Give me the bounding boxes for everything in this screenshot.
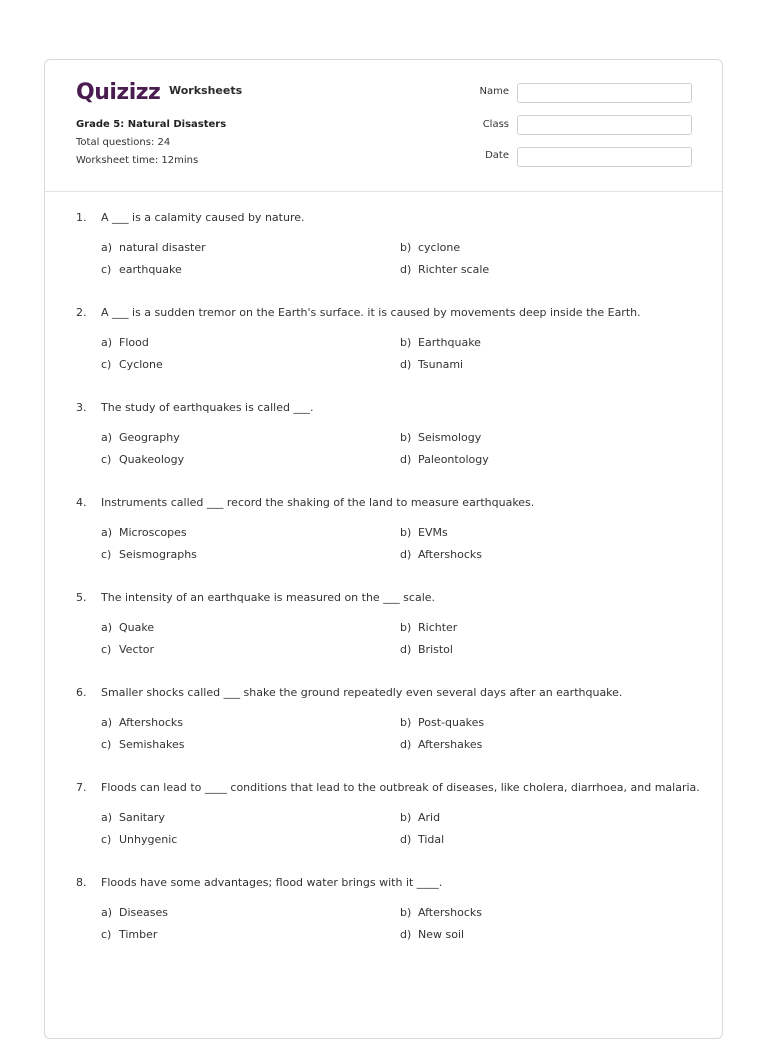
option-text: natural disaster	[119, 241, 206, 254]
option-letter: b)	[400, 241, 412, 254]
answer-option	[400, 263, 489, 276]
answer-option	[400, 336, 481, 349]
question-item	[45, 876, 722, 961]
option-text: Aftershakes	[418, 738, 483, 751]
option-letter: a)	[101, 336, 113, 349]
option-text: Timber	[119, 928, 158, 941]
question-number: 1.	[76, 211, 87, 224]
option-letter: d)	[400, 548, 412, 561]
option-text: Flood	[119, 336, 149, 349]
answer-option	[400, 453, 489, 466]
answer-option	[101, 358, 163, 371]
question-item	[45, 211, 722, 296]
question-text: The intensity of an earthquake is measured on the ___ scale.	[101, 591, 436, 604]
answer-option	[101, 526, 187, 539]
option-text: Aftershocks	[119, 716, 183, 729]
date-label: Date	[485, 150, 509, 161]
option-letter: d)	[400, 833, 412, 846]
option-letter: a)	[101, 621, 113, 634]
answer-option	[400, 738, 482, 751]
question-number: 6.	[76, 686, 87, 699]
answer-option	[101, 928, 157, 941]
question-number: 8.	[76, 876, 87, 889]
option-letter: c)	[101, 643, 112, 656]
option-text: Seismographs	[119, 548, 197, 561]
answer-option	[400, 358, 463, 371]
answer-option	[101, 811, 165, 824]
quizizz-logo: Quizizz	[76, 80, 161, 105]
option-text: cyclone	[418, 241, 461, 254]
option-letter: d)	[400, 263, 412, 276]
option-letter: b)	[400, 621, 412, 634]
name-field[interactable]	[517, 83, 692, 103]
answer-option	[101, 643, 154, 656]
question-text: Floods have some advantages; flood water brings with it ____.	[101, 876, 443, 889]
question-number: 3.	[76, 401, 87, 414]
answer-option	[400, 811, 440, 824]
option-letter: d)	[400, 358, 412, 371]
question-number: 7.	[76, 781, 87, 794]
option-text: Cyclone	[119, 358, 163, 371]
option-letter: b)	[400, 906, 412, 919]
option-letter: d)	[400, 643, 412, 656]
option-text: Bristol	[418, 643, 453, 656]
option-text: Quakeology	[119, 453, 185, 466]
option-letter: a)	[101, 431, 113, 444]
question-text: Floods can lead to ____ conditions that lead to the outbreak of diseases, like cholera, diarrhoea, and malaria.	[101, 781, 700, 794]
answer-option	[400, 716, 484, 729]
class-field[interactable]	[517, 115, 692, 135]
option-text: Tidal	[418, 833, 445, 846]
option-text: Paleontology	[418, 453, 489, 466]
answer-option	[400, 906, 482, 919]
option-letter: c)	[101, 833, 112, 846]
option-letter: d)	[400, 453, 412, 466]
question-text: A ___ is a calamity caused by nature.	[101, 211, 305, 224]
worksheet-title: Grade 5: Natural Disasters	[76, 119, 227, 130]
option-text: Arid	[418, 811, 441, 824]
worksheet-header	[45, 60, 722, 192]
option-letter: c)	[101, 453, 112, 466]
option-text: Tsunami	[418, 358, 464, 371]
worksheet-time: Worksheet time: 12mins	[76, 155, 199, 166]
answer-option	[101, 621, 154, 634]
answer-option	[101, 548, 197, 561]
option-letter: b)	[400, 431, 412, 444]
option-text: Richter scale	[418, 263, 490, 276]
question-text: The study of earthquakes is called ___.	[101, 401, 314, 414]
name-label: Name	[479, 86, 509, 97]
option-letter: b)	[400, 336, 412, 349]
option-letter: a)	[101, 811, 113, 824]
answer-option	[101, 833, 177, 846]
option-letter: b)	[400, 716, 412, 729]
option-letter: c)	[101, 928, 112, 941]
option-text: Seismology	[418, 431, 482, 444]
question-number: 5.	[76, 591, 87, 604]
answer-option	[400, 431, 481, 444]
question-item	[45, 306, 722, 391]
option-text: Quake	[119, 621, 155, 634]
question-number: 4.	[76, 496, 87, 509]
option-letter: c)	[101, 738, 112, 751]
option-text: Diseases	[119, 906, 168, 919]
question-item	[45, 686, 722, 771]
option-text: Aftershocks	[418, 906, 482, 919]
option-letter: a)	[101, 906, 113, 919]
option-letter: a)	[101, 241, 113, 254]
option-letter: d)	[400, 928, 412, 941]
option-text: Semishakes	[119, 738, 185, 751]
answer-option	[400, 928, 464, 941]
option-letter: b)	[400, 811, 412, 824]
option-text: New soil	[418, 928, 465, 941]
question-item	[45, 781, 722, 866]
option-text: Unhygenic	[119, 833, 178, 846]
answer-option	[101, 431, 180, 444]
question-text: A ___ is a sudden tremor on the Earth's surface. it is caused by movements deep inside the Earth.	[101, 306, 641, 319]
answer-option	[101, 906, 168, 919]
question-text: Instruments called ___ record the shaking of the land to measure earthquakes.	[101, 496, 535, 509]
worksheets-label: Worksheets	[169, 84, 243, 97]
option-text: Earthquake	[418, 336, 481, 349]
answer-option	[101, 263, 182, 276]
question-item	[45, 496, 722, 581]
option-text: Aftershocks	[418, 548, 482, 561]
answer-option	[400, 643, 453, 656]
answer-option	[101, 336, 149, 349]
answer-option	[101, 453, 184, 466]
option-text: Vector	[119, 643, 155, 656]
worksheet-page	[44, 59, 723, 1039]
option-text: earthquake	[119, 263, 182, 276]
question-text: Smaller shocks called ___ shake the ground repeatedly even several days after an earthquake.	[101, 686, 623, 699]
total-questions: Total questions: 24	[76, 137, 171, 148]
option-text: Geography	[119, 431, 180, 444]
option-letter: b)	[400, 526, 412, 539]
answer-option	[400, 833, 444, 846]
class-label: Class	[482, 119, 509, 130]
question-item	[45, 401, 722, 486]
option-text: Post-quakes	[418, 716, 485, 729]
option-letter: a)	[101, 526, 113, 539]
question-item	[45, 591, 722, 676]
answer-option	[400, 526, 448, 539]
answer-option	[101, 716, 183, 729]
answer-option	[101, 241, 206, 254]
date-field[interactable]	[517, 147, 692, 167]
option-text: Microscopes	[119, 526, 187, 539]
answer-option	[400, 548, 482, 561]
option-text: Richter	[418, 621, 458, 634]
option-letter: d)	[400, 738, 412, 751]
option-letter: c)	[101, 263, 112, 276]
question-number: 2.	[76, 306, 87, 319]
option-text: EVMs	[418, 526, 448, 539]
option-letter: c)	[101, 548, 112, 561]
answer-option	[400, 621, 457, 634]
answer-option	[400, 241, 460, 254]
option-text: Sanitary	[119, 811, 165, 824]
option-letter: a)	[101, 716, 113, 729]
answer-option	[101, 738, 184, 751]
option-letter: c)	[101, 358, 112, 371]
